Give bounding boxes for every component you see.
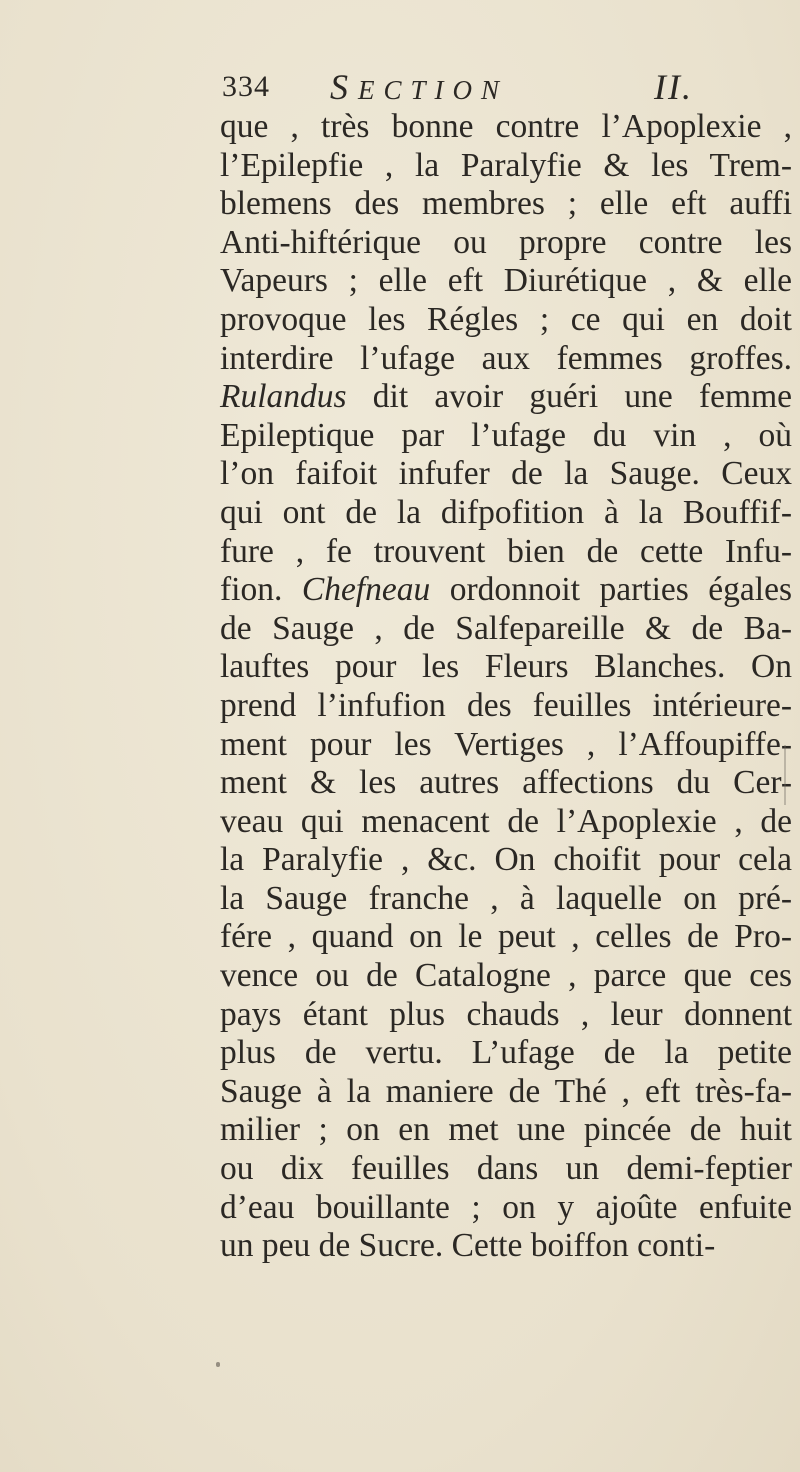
text-line: Vapeurs ; elle eft Diurétique , & elle — [220, 262, 792, 300]
text-line: plus de vertu. L’ufage de la petite — [220, 1034, 792, 1072]
text-line: que , très bonne contre l’Apoplexie , — [220, 108, 792, 145]
page-header — [222, 66, 722, 106]
text-line: provoque les Régles ; ce qui en doit — [220, 300, 792, 338]
text-line: de Sauge , de Salfepareille & de Ba- — [220, 609, 792, 647]
text-line — [220, 378, 792, 417]
text-line: ment pour les Vertiges , l’Affoupiffe- — [220, 725, 792, 763]
text-line: blemens des membres ; elle eft auffi — [220, 185, 792, 223]
text-line: ou dix feuilles dans un demi-feptier — [220, 1150, 792, 1188]
text-line: vence ou de Catalogne , parce que ces — [220, 957, 792, 995]
text-line: l’on faifoit infufer de la Sauge. Ceux — [220, 455, 792, 493]
text-line: milier ; on en met une pincée de huit — [220, 1111, 792, 1149]
text-span: fion. — [220, 571, 302, 609]
text-span: Chefneau — [301, 571, 431, 609]
running-head: SECTION — [330, 67, 509, 107]
page-number: 334 — [222, 70, 270, 103]
text-span: dit avoir guéri une femme — [346, 378, 792, 416]
text-line: ment & les autres affections du Cer- — [220, 764, 792, 802]
margin-mark — [784, 745, 786, 805]
text-line: Sauge à la maniere de Thé , eft très-fa- — [220, 1072, 792, 1110]
text-span: ordonnoit parties égales — [430, 571, 792, 609]
text-line: d’eau bouillante ; on y ajoûte enfuite — [220, 1188, 792, 1226]
text-line — [220, 571, 792, 610]
text-line: un peu de Sucre. Cette boiffon conti- — [220, 1227, 716, 1265]
body-text — [220, 108, 792, 1266]
section-number: II. — [654, 67, 693, 107]
text-line: pays étant plus chauds , leur donnent — [220, 995, 792, 1033]
text-line: qui ont de la difpofition à la Bouffif- — [220, 493, 792, 531]
text-span: Rulandus — [220, 378, 347, 416]
text-line: Anti-hiftérique ou propre contre les — [220, 223, 792, 261]
ink-speck — [216, 1362, 220, 1367]
text-line: interdire l’ufage aux femmes groffes. — [220, 339, 792, 377]
text-line: veau qui menacent de l’Apoplexie , de — [220, 802, 792, 840]
text-line: l’Epilepfie , la Paralyfie & les Trem- — [220, 146, 792, 184]
text-line: fure , fe trouvent bien de cette Infu- — [220, 532, 792, 570]
text-line: la Sauge franche , à laquelle on pré- — [220, 879, 792, 917]
text-line: prend l’infufion des feuilles intérieure- — [220, 686, 792, 724]
text-line: la Paralyfie , &c. On choifit pour cela — [220, 841, 792, 879]
text-line: Epileptique par l’ufage du vin , où — [220, 416, 792, 454]
text-line: fére , quand on le peut , celles de Pro- — [220, 918, 792, 956]
text-line: lauftes pour les Fleurs Blanches. On — [220, 648, 792, 686]
